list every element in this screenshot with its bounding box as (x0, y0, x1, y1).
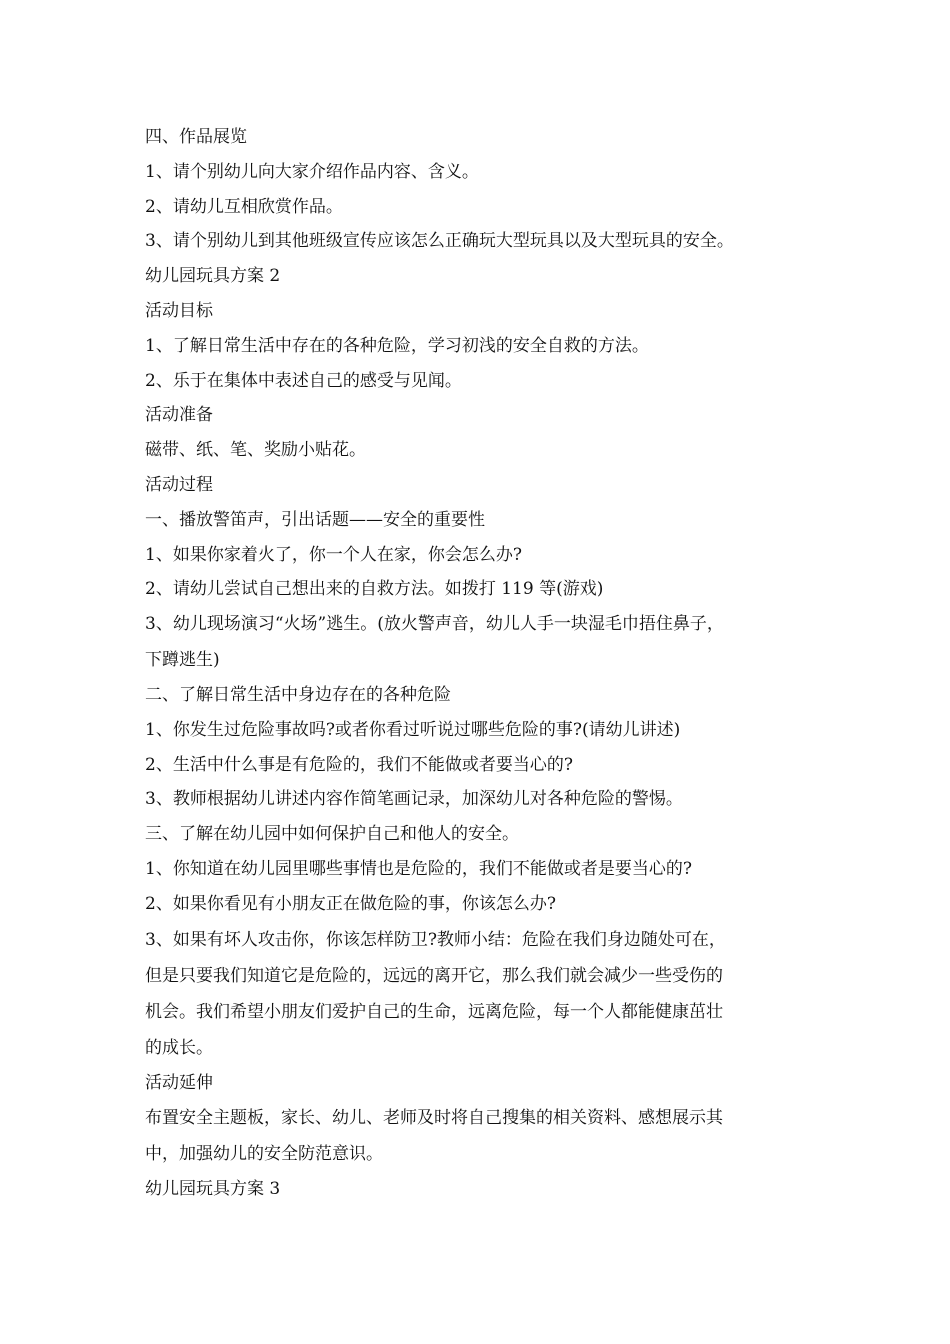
list-item-continuation: 下蹲逃生) (145, 649, 220, 670)
list-item: 2、乐于在集体中表述自己的感受与见闻。 (145, 370, 462, 391)
section-heading: 二、了解日常生活中身边存在的各种危险 (145, 684, 451, 705)
list-item: 2、请幼儿互相欣赏作品。 (145, 196, 343, 217)
list-item-continuation: 机会。我们希望小朋友们爱护自己的生命，远离危险，每一个人都能健康茁壮 (145, 1001, 723, 1022)
list-item: 3、幼儿现场演习“火场”逃生。(放火警声音，幼儿人手一块湿毛巾捂住鼻子， (145, 614, 724, 635)
list-item: 1、了解日常生活中存在的各种危险，学习初浅的安全自救的方法。 (145, 335, 649, 356)
section-heading: 活动目标 (145, 300, 213, 321)
list-item: 2、如果你看见有小朋友正在做危险的事，你该怎么办? (145, 893, 556, 914)
paragraph-continuation: 中，加强幼儿的安全防范意识。 (145, 1144, 383, 1165)
list-item-continuation: 但是只要我们知道它是危险的，远远的离开它，那么我们就会减少一些受伤的 (145, 965, 723, 986)
paragraph: 布置安全主题板，家长、幼儿、老师及时将自己搜集的相关资料、感想展示其 (145, 1108, 723, 1129)
list-item: 1、如果你家着火了，你一个人在家，你会怎么办? (145, 544, 522, 565)
section-heading: 三、了解在幼儿园中如何保护自己和他人的安全。 (145, 824, 519, 845)
section-heading: 一、播放警笛声，引出话题——安全的重要性 (145, 509, 485, 530)
list-item: 2、生活中什么事是有危险的，我们不能做或者要当心的? (145, 754, 573, 775)
list-item: 1、请个别幼儿向大家介绍作品内容、含义。 (145, 161, 479, 182)
list-item: 3、如果有坏人攻击你，你该怎样防卫?教师小结：危险在我们身边随处可在， (145, 929, 726, 950)
list-item: 3、教师根据幼儿讲述内容作简笔画记录，加深幼儿对各种危险的警惕。 (145, 789, 683, 810)
list-item: 3、请个别幼儿到其他班级宣传应该怎么正确玩大型玩具以及大型玩具的安全。 (145, 231, 734, 252)
list-item: 1、你发生过危险事故吗?或者你看过听说过哪些危险的事?(请幼儿讲述) (145, 719, 681, 740)
section-heading: 活动准备 (145, 405, 213, 426)
section-heading: 活动延伸 (145, 1072, 213, 1093)
plan-title: 幼儿园玩具方案 2 (145, 266, 281, 287)
document-page (145, 120, 825, 1207)
plan-title: 幼儿园玩具方案 3 (145, 1179, 281, 1200)
list-item: 2、请幼儿尝试自己想出来的自救方法。如拨打 119 等(游戏) (145, 579, 604, 600)
section-heading: 四、作品展览 (145, 127, 247, 147)
list-item: 1、你知道在幼儿园里哪些事情也是危险的，我们不能做或者是要当心的? (145, 858, 692, 879)
list-item-continuation: 的成长。 (145, 1037, 213, 1058)
paragraph: 磁带、纸、笔、奖励小贴花。 (145, 440, 366, 461)
section-heading: 活动过程 (145, 474, 213, 495)
